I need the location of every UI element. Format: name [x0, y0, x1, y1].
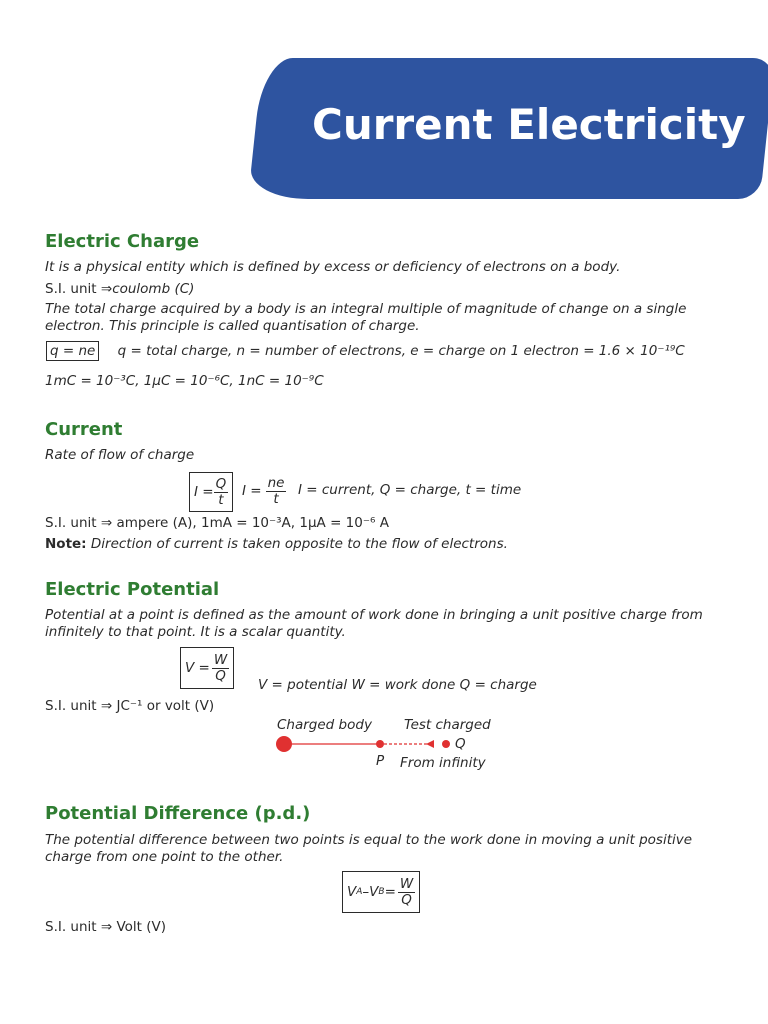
charge-conversions: 1mC = 10⁻³C, 1μC = 10⁻⁶C, 1nC = 10⁻⁹C	[45, 373, 324, 389]
current-formula-desc: I = current, Q = charge, t = time	[298, 482, 522, 498]
pd-def-line-1: The potential difference between two points is equal to the work done in moving a unit positive	[45, 832, 693, 848]
quantisation-line-2: electron. This principle is called quantisation of charge.	[45, 318, 420, 334]
current-formula-ne: I = $\frac{ne}{t}$	[242, 475, 285, 507]
test-charge-dot	[442, 740, 450, 748]
current-definition: Rate of flow of charge	[45, 447, 195, 463]
potential-def-line-1: Potential at a point is defined as the amount of work done in bringing a unit positive charge from	[45, 607, 703, 623]
heading-electric-charge: Electric Charge	[45, 231, 200, 252]
pd-def-line-2: charge from one point to the other.	[45, 849, 284, 865]
arrowhead	[426, 740, 434, 748]
charged-body-dot	[276, 736, 292, 752]
point-p-dot	[376, 740, 384, 748]
charge-formula-row	[46, 343, 685, 359]
potential-formula-box: V = $\frac{W}{Q}$	[180, 647, 234, 689]
pd-formula-box: V A – V B = $\frac{W}{Q}$	[342, 871, 420, 913]
charge-definition: It is a physical entity which is defined by excess or deficiency of electrons on a body.	[45, 259, 621, 275]
charge-formula-desc: q = total charge, n = number of electrons, e = charge on 1 electron = 1.6 × 10⁻¹⁹C	[117, 343, 685, 359]
charge-diagram	[270, 734, 470, 754]
diagram-label-charged-body: Charged body	[277, 717, 372, 733]
current-si-unit: S.I. unit ⇒ ampere (A), 1mA = 10⁻³A, 1μA = 10⁻⁶ A	[45, 515, 389, 531]
potential-def-line-2: infinitely to that point. It is a scalar quantity.	[45, 624, 346, 640]
heading-electric-potential: Electric Potential	[45, 579, 220, 600]
heading-current: Current	[45, 419, 123, 440]
pd-si-unit: S.I. unit ⇒ Volt (V)	[45, 919, 167, 935]
diagram-label-q: Q	[455, 736, 466, 752]
potential-formula-desc: V = potential W = work done Q = charge	[258, 677, 537, 693]
diagram-label-from-infinity: From infinity	[400, 755, 486, 771]
diagram-label-test-charged: Test charged	[404, 717, 491, 733]
current-formula-box: I = $\frac{Q}{t}$	[189, 472, 233, 512]
heading-potential-difference: Potential Difference (p.d.)	[45, 803, 311, 824]
quantisation-line-1: The total charge acquired by a body is an integral multiple of magnitude of change on a single	[45, 301, 687, 317]
page-title: Current Electricity	[312, 100, 746, 149]
diagram-label-p: P	[376, 753, 385, 769]
current-note: Note: Direction of current is taken opposite to the flow of electrons.	[45, 536, 508, 552]
charge-si-unit: S.I. unit ⇒coulomb (C)	[45, 281, 195, 297]
charge-formula-box: q = ne	[46, 341, 99, 361]
potential-si-unit: S.I. unit ⇒ JC⁻¹ or volt (V)	[45, 698, 215, 714]
